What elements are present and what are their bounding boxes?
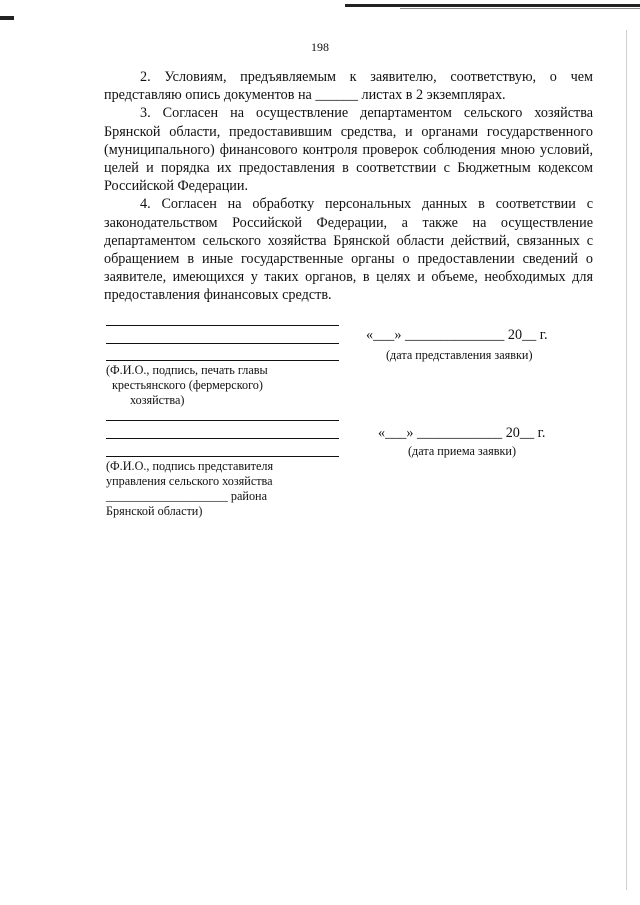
scan-right-edge bbox=[626, 30, 627, 890]
date-submission-field: «___» ______________ 20__ г. bbox=[366, 327, 548, 343]
signature-rep-caption bbox=[106, 459, 273, 519]
paragraph-2: 2. Условиям, предъявляемым к заявителю, соответствую, о чем представляю опись документов на ______ листах в 2 экземплярах. bbox=[104, 69, 593, 104]
signature-head-caption-line: хозяйства) bbox=[130, 393, 185, 407]
signature-line-head-3 bbox=[106, 360, 339, 361]
signature-line-rep-1 bbox=[106, 420, 339, 421]
signature-rep-caption-line: управления сельского хозяйства bbox=[106, 474, 273, 488]
signature-head-caption-line: (Ф.И.О., подпись, печать главы bbox=[106, 363, 268, 377]
signature-line-head-1 bbox=[106, 325, 339, 326]
signature-head-caption-line: крестьянского (фермерского) bbox=[112, 378, 263, 392]
page-number: 198 bbox=[311, 40, 329, 54]
scan-top-edge bbox=[345, 4, 640, 7]
date-submission-caption: (дата представления заявки) bbox=[386, 348, 533, 362]
signature-rep-caption-line: (Ф.И.О., подпись представителя bbox=[106, 459, 274, 473]
signature-rep-caption-line: Брянской области) bbox=[106, 504, 203, 518]
signature-line-rep-2 bbox=[106, 438, 339, 439]
paragraph-4: 4. Согласен на обработку персональных данных в соответствии с законодательством Российской Федерации, а также на осуществление департаментом сельского хозяйства Брянской области действий, связанных с обращением в иные государственные органы о предоставлении сведений о заявителе, имеющихся у таких органов, в целях и объеме, необходимых для предоставления финансовых средств. bbox=[104, 196, 593, 304]
signature-line-head-2 bbox=[106, 343, 339, 344]
signature-rep-caption-line: ____________________ района bbox=[106, 489, 267, 503]
paragraph-3: 3. Согласен на осуществление департаментом сельского хозяйства Брянской области, предоставившим средства, и органами государственного (муниципального) финансового контроля проверок соблюдения мною условий, целей и порядка их предоставления в соответствии с Бюджетным кодексом Российской Федерации. bbox=[104, 105, 593, 195]
signature-line-rep-3 bbox=[106, 456, 339, 457]
signature-head-caption bbox=[106, 363, 268, 408]
date-receipt-caption: (дата приема заявки) bbox=[408, 444, 517, 458]
scan-top-edge-thin bbox=[400, 8, 640, 9]
document-body bbox=[104, 68, 593, 305]
scan-left-mark bbox=[0, 16, 14, 20]
date-receipt-field: «___» ____________ 20__ г. bbox=[378, 425, 546, 441]
